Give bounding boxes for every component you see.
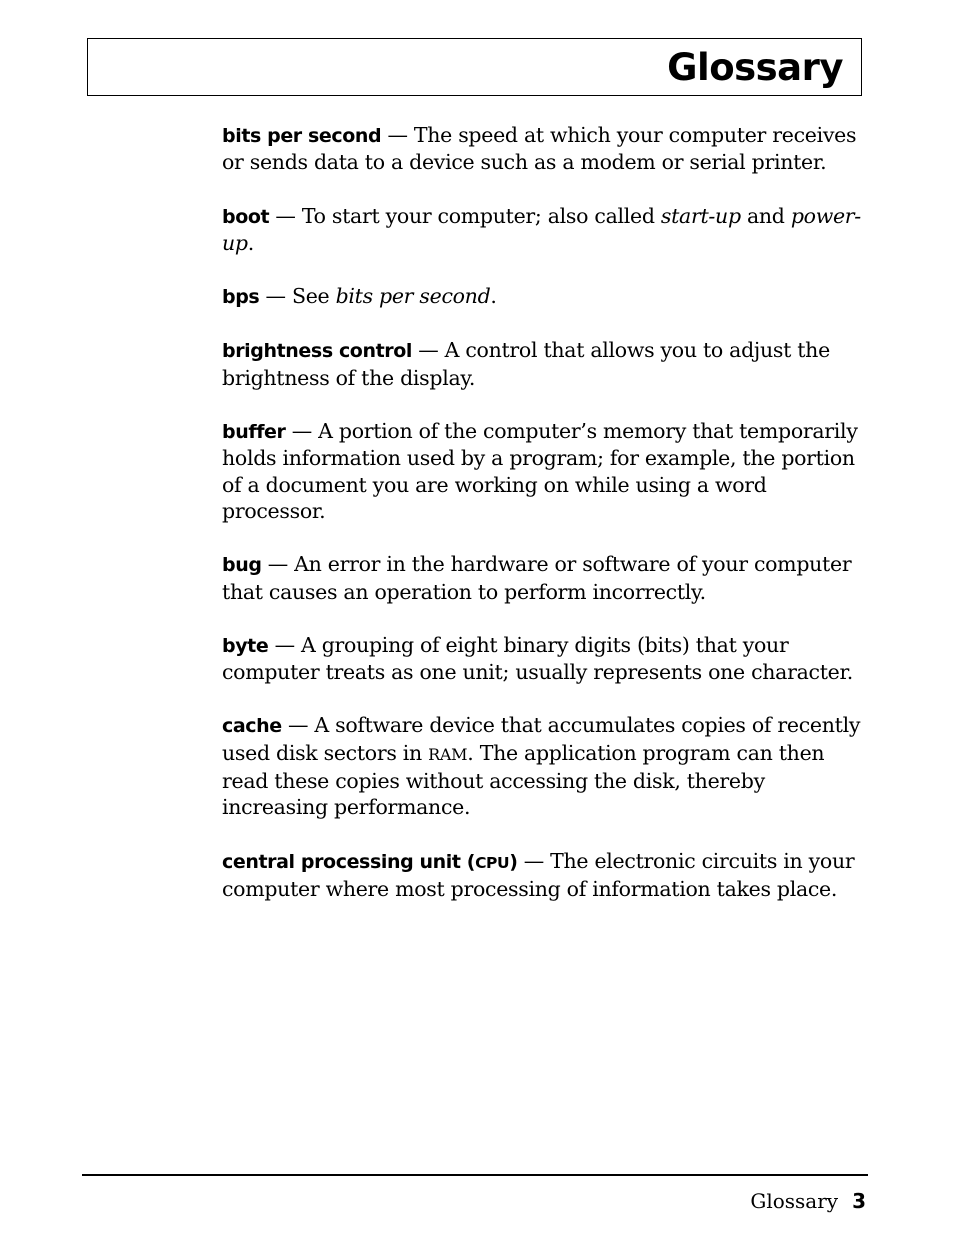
glossary-definition: . — [247, 230, 254, 255]
footer-rule — [82, 1174, 868, 1176]
glossary-entry-cpu — [222, 848, 872, 903]
page-title: Glossary — [667, 46, 843, 89]
glossary-entry-bps — [222, 283, 872, 310]
glossary-term: central processing unit ( — [222, 850, 476, 873]
glossary-term: byte — [222, 634, 269, 657]
glossary-term: bug — [222, 554, 262, 577]
glossary-term: boot — [222, 205, 270, 228]
page-header-box — [87, 38, 862, 96]
glossary-entry-buffer — [222, 418, 872, 524]
glossary-entries — [222, 122, 872, 929]
glossary-definition: The electronic circuits in your computer where most processing of information takes place. — [222, 848, 855, 901]
separator: — — [261, 552, 295, 577]
glossary-term-acronym: CPU — [475, 853, 510, 872]
glossary-definition: . The application program can then read these copies without accessing the disk, thereby increasing performance. — [222, 740, 825, 820]
glossary-definition: . — [490, 284, 497, 309]
glossary-definition: A control that allows you to adjust the brightness of the display. — [222, 338, 830, 390]
glossary-term: buffer — [222, 421, 286, 444]
separator: — — [259, 284, 292, 309]
page-number: 3 — [852, 1189, 866, 1213]
separator: — — [281, 713, 315, 738]
italic-term: power-up — [222, 203, 861, 255]
glossary-entry-brightness-control — [222, 337, 872, 391]
glossary-entry-bits-per-second — [222, 122, 872, 176]
glossary-definition: See — [291, 284, 336, 309]
glossary-term: cache — [222, 715, 282, 738]
glossary-entry-byte — [222, 632, 872, 686]
footer-section-label: Glossary — [750, 1189, 839, 1213]
separator: — — [517, 848, 551, 873]
glossary-term: brightness control — [222, 340, 412, 363]
page-footer — [750, 1187, 866, 1215]
cross-reference: bits per second — [335, 284, 491, 309]
separator: — — [412, 338, 445, 363]
glossary-term: bits per second — [222, 125, 382, 147]
glossary-entry-boot — [222, 203, 872, 257]
separator: — — [285, 419, 319, 444]
glossary-definition: and — [740, 203, 791, 228]
glossary-definition: The speed at which your computer receives or sends data to a device such as a modem or serial printer. — [222, 123, 857, 175]
glossary-entry-bug — [222, 551, 872, 605]
glossary-entry-cache — [222, 712, 872, 820]
glossary-definition: An error in the hardware or software of your computer that causes an operation to perform incorrectly. — [222, 552, 852, 604]
glossary-definition: To start your computer; also called — [301, 203, 661, 228]
separator: — — [269, 203, 302, 228]
glossary-definition: A portion of the computer’s memory that temporarily holds information used by a program; for example, the portion of a document you are working on while using a word processor. — [222, 419, 858, 523]
glossary-definition: A grouping of eight binary digits (bits) that your computer treats as one unit; usually represents one character. — [222, 632, 853, 685]
acronym: RAM — [428, 744, 468, 764]
separator: — — [268, 632, 301, 657]
glossary-definition: A software device that accumulates copies of recently used disk sectors in — [222, 713, 861, 765]
italic-term: start-up — [660, 203, 741, 228]
glossary-term: bps — [222, 286, 260, 309]
separator: — — [381, 123, 414, 147]
glossary-term: ) — [509, 850, 518, 873]
